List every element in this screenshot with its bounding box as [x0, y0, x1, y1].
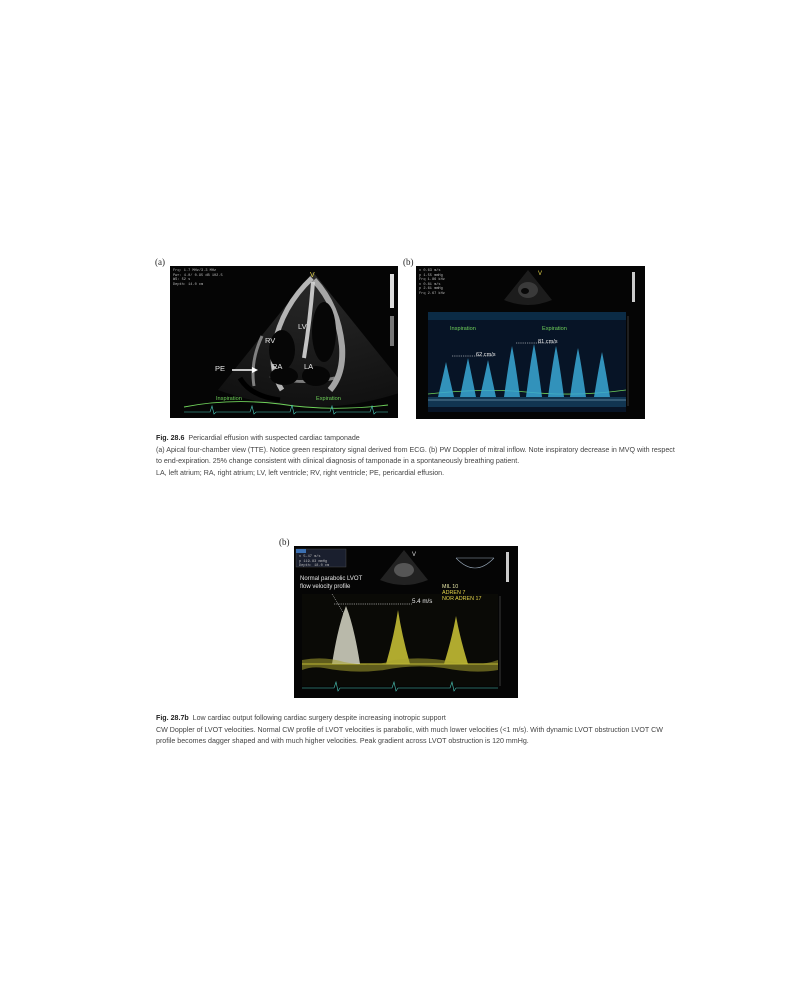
- caption-287-line-2: profile becomes dagger shaped and with much higher velocities. Peak gradient across LVOT obstruction is 120 mmHg.: [156, 737, 529, 745]
- svg-text:V: V: [538, 271, 543, 277]
- pw-header-line-6: Frq 2.67 kHz: [419, 291, 445, 296]
- pw-header-line-1: v 0.63 m/s: [419, 269, 441, 273]
- label-inspiration-a: Inspiration: [216, 396, 242, 402]
- label-pe: PE: [215, 364, 226, 373]
- drug-mil: MIL 10: [442, 584, 459, 590]
- pw-header-line-4: v 0.81 m/s: [419, 282, 441, 287]
- echo-a-header-line-2: Pwr: 4.0/ 0.95 dB 102.5: [173, 273, 223, 278]
- panel-b-letter: (b): [403, 257, 414, 267]
- label-ra: RA: [272, 362, 283, 371]
- panel-a-letter: (a): [155, 257, 165, 267]
- velocity-label-62: 62 cm/s: [476, 352, 496, 358]
- caption-heading: Pericardial effusion with suspected cardiac tamponade: [188, 434, 360, 442]
- caption-287-line-1: CW Doppler of LVOT velocities. Normal CW profile of LVOT velocities is parabolic, with much lower velocities (<1 m/s). With dynamic LVOT obstruction LVOT CW: [156, 725, 663, 734]
- caption-line-3: LA, left atrium; RA, right atrium; LV, left ventricle; RV, right ventricle; PE, pericardial effusion.: [156, 468, 445, 477]
- svg-text:V: V: [310, 272, 315, 279]
- figure-28-6-caption: [156, 433, 736, 479]
- pw-doppler-mitral-inflow-image: [416, 266, 645, 419]
- label-inspiration-b: Inspiration: [450, 326, 476, 332]
- pw-header-line-3: Frq 1.86 kHz: [419, 278, 445, 282]
- caption-line-2: to end-expiration. 25% change consistent with clinical diagnosis of tamponade in a spontaneously breathing patient.: [156, 457, 520, 465]
- figure-28-7b-caption: [156, 713, 736, 748]
- cw-header-line-3: Depth: 18.0 cm: [299, 564, 330, 568]
- caption-heading-287: Low cardiac output following cardiac surgery despite increasing inotropic support: [192, 714, 446, 722]
- label-expiration-a: Expiration: [316, 396, 341, 402]
- label-rv: RV: [265, 336, 276, 345]
- annotation-normal-lvot-2: flow velocity profile: [300, 584, 351, 590]
- pw-header-line-2: p 1.55 mmHg: [419, 273, 443, 278]
- panel-b-letter-fig287: (b): [279, 537, 290, 547]
- cw-header-line-2: p 119.83 mmHg: [299, 559, 328, 564]
- echo-a-header-line-1: Frq: 1.7 MHz/3.3 MHz: [173, 269, 217, 273]
- velocity-label-5-4: 5.4 m/s: [412, 598, 433, 605]
- annotation-normal-lvot-1: Normal parabolic LVOT: [300, 576, 363, 582]
- cw-doppler-lvot-image: [294, 546, 518, 698]
- caption-line-1: (a) Apical four-chamber view (TTE). Notice green respiratory signal derived from ECG. (b) PW Doppler of mitral inflow. Note inspiratory decrease in MVQ with respect: [156, 445, 675, 454]
- velocity-label-81: 81 cm/s: [538, 339, 558, 345]
- label-lv: LV: [298, 322, 307, 331]
- echo-four-chamber-image: [170, 266, 398, 418]
- echo-a-header-line-3: WS: 52 s: [173, 278, 191, 282]
- label-expiration-b: Expiration: [542, 326, 567, 332]
- caption-fig-number-287: Fig. 28.7b: [156, 714, 189, 722]
- drug-adren: ADREN 7: [442, 590, 466, 596]
- drug-nor-adren: NOR ADREN 17: [442, 596, 482, 602]
- caption-fig-number: Fig. 28.6: [156, 434, 185, 442]
- svg-text:V: V: [412, 552, 417, 558]
- cw-header-line-1: v 5.47 m/s: [299, 555, 321, 559]
- pw-header-line-5: p 2.61 mmHg: [419, 287, 443, 291]
- label-la: LA: [304, 362, 314, 371]
- echo-a-header-line-4: Depth: 14.0 cm: [173, 282, 204, 287]
